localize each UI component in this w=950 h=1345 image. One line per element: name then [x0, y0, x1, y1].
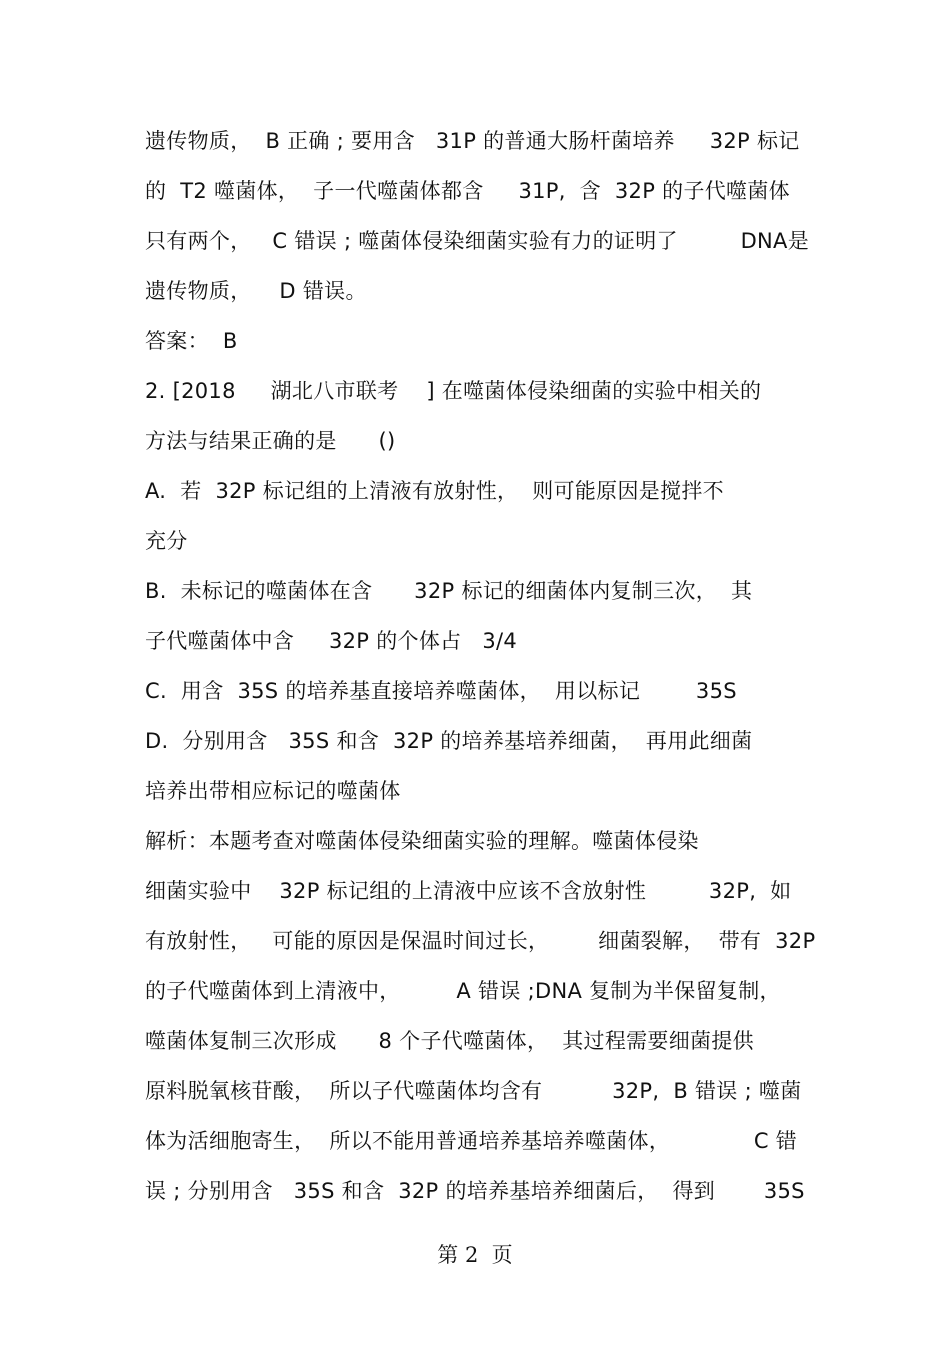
option-a: A. 若 32P 标记组的上清液有放射性， 则可能原因是搅拌不 — [145, 479, 724, 503]
option-b: 子代噬菌体中含 32P 的个体占 3/4 — [145, 629, 518, 653]
analysis-line: 噬菌体复制三次形成 8 个子代噬菌体， 其过程需要细菌提供 — [145, 1029, 754, 1053]
analysis-line: 解析：本题考查对噬菌体侵染细菌实验的理解。噬菌体侵染 — [145, 829, 699, 853]
option-d: D. 分别用含 35S 和含 32P 的培养基培养细菌， 再用此细菌 — [145, 729, 753, 753]
option-c: C. 用含 35S 的培养基直接培养噬菌体， 用以标记 35S — [145, 679, 737, 703]
analysis-line: 的子代噬菌体到上清液中， A 错误 ;DNA 复制为半保留复制， — [145, 979, 781, 1003]
analysis-line: 有放射性， 可能的原因是保温时间过长， 细菌裂解， 带有 32P — [145, 929, 816, 953]
page-number: 第 2 页 — [437, 1243, 513, 1267]
answer-line: 答案： B — [145, 329, 238, 353]
analysis-line: 体为活细胞寄生， 所以不能用普通培养基培养噬菌体， C 错 — [145, 1129, 798, 1153]
analysis-line: 误 ; 分别用含 35S 和含 32P 的培养基培养细菌后， 得到 35S — [145, 1179, 805, 1203]
text-line: 遗传物质， B 正确 ; 要用含 31P 的普通大肠杆菌培养 32P 标记 — [145, 129, 800, 153]
text-line: 只有两个， C 错误 ; 噬菌体侵染细菌实验有力的证明了 DNA是 — [145, 229, 810, 253]
analysis-line: 细菌实验中 32P 标记组的上清液中应该不含放射性 32P, 如 — [145, 879, 792, 903]
text-line: 的 T2 噬菌体， 子一代噬菌体都含 31P, 含 32P 的子代噬菌体 — [145, 179, 790, 203]
question-stem: 2. [2018 湖北八市联考 ] 在噬菌体侵染细菌的实验中相关的 — [145, 379, 762, 403]
option-a: 充分 — [145, 529, 188, 553]
analysis-line: 原料脱氧核苷酸， 所以子代噬菌体均含有 32P, B 错误 ; 噬菌 — [145, 1079, 802, 1103]
text-line: 遗传物质， D 错误。 — [145, 279, 367, 303]
option-d: 培养出带相应标记的噬菌体 — [145, 779, 401, 803]
option-b: B. 未标记的噬菌体在含 32P 标记的细菌体内复制三次， 其 — [145, 579, 753, 603]
question-stem: 方法与结果正确的是 () — [145, 429, 396, 453]
